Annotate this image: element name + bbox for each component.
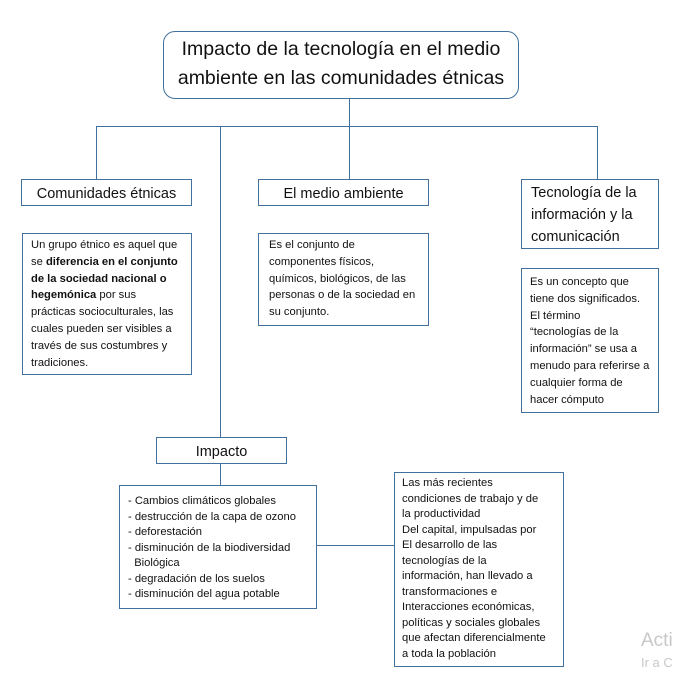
impacto-item: - destrucción de la capa de ozono [128,510,296,523]
tecnologia-heading-line-2: información y la [531,207,633,223]
tecnologia-heading-line-3: comunicación [531,229,620,245]
node-recientes-text [394,472,564,667]
title-line-1: Impacto de la tecnología en el medio [181,38,501,60]
activation-watermark-line-2: Ir a C [641,655,673,670]
connector-to-impacto [220,126,221,437]
comunidades-text-part2: por sus prácticas socioculturales, las cuales pueden ser visibles a través de sus costumbres y tradiciones. [31,289,174,369]
medio-heading: El medio ambiente [283,186,404,202]
recientes-line: Interacciones económicas, [402,601,535,613]
medio-text: Es el conjunto de componentes físicos, químicos, biológicos, de las personas o de la sociedad en su conjunto. [269,239,416,319]
recientes-line: a toda la población [402,647,496,660]
node-impacto-list [119,485,317,609]
impacto-item: - Cambios climáticos globales [128,495,276,507]
impacto-item: - disminución del agua potable [128,588,280,600]
node-tecnologia-heading [521,179,659,249]
recientes-line: tecnologías de la [402,554,487,567]
tecnologia-heading-line-1: Tecnología de la [531,185,637,201]
comunidades-heading: Comunidades étnicas [36,186,177,202]
impacto-item: - deforestación [128,526,203,538]
node-comunidades-heading [21,179,192,206]
connector-to-medio [349,126,350,179]
tecnologia-text-2: El término [530,309,581,322]
diagram-title [163,31,519,99]
connector-horizontal-top [96,126,598,127]
connector-title-down [349,99,350,126]
node-tecnologia-text [521,268,659,413]
node-medio-heading [258,179,429,206]
recientes-line: condiciones de trabajo y de [402,492,539,505]
recientes-line: transformaciones e [402,585,498,598]
impacto-item: - disminución de la biodiversidad [128,541,291,554]
title-line-2: ambiente en las comunidades étnicas [177,67,505,89]
recientes-line: información, han llevado a [402,570,533,582]
recientes-line: El desarrollo de las [402,539,498,551]
comunidades-text-bold: diferencia en el conjunto de la sociedad nacional o hegemónica [31,255,178,302]
recientes-line: políticas y sociales globales [402,616,541,629]
recientes-line: que afectan diferencialmente [402,632,546,644]
impacto-item: Biológica [128,557,180,569]
impacto-item: - degradación de los suelos [128,572,265,585]
connector-to-comunidades [96,126,97,179]
comunidades-text-part1: Un grupo étnico es aquel que se [31,239,178,268]
recientes-line: Del capital, impulsadas por [402,523,537,536]
node-comunidades-text [22,233,192,375]
tecnologia-text-1: Es un concepto que tiene dos significados. [530,276,641,305]
node-medio-text [258,233,429,326]
activation-watermark-line-1: Acti [641,630,673,651]
node-impacto-heading [156,437,287,464]
connector-to-tecnologia [597,126,598,179]
tecnologia-text-3: “tecnologías de la información” se usa a menudo para referirse a cualquier forma de hacer cómputo [530,326,650,406]
connector-impacto-list [220,463,221,485]
recientes-line: la productividad [402,508,481,520]
impacto-heading: Impacto [195,444,248,460]
connector-list-to-recientes [316,545,394,546]
recientes-line: Las más recientes [402,477,493,489]
